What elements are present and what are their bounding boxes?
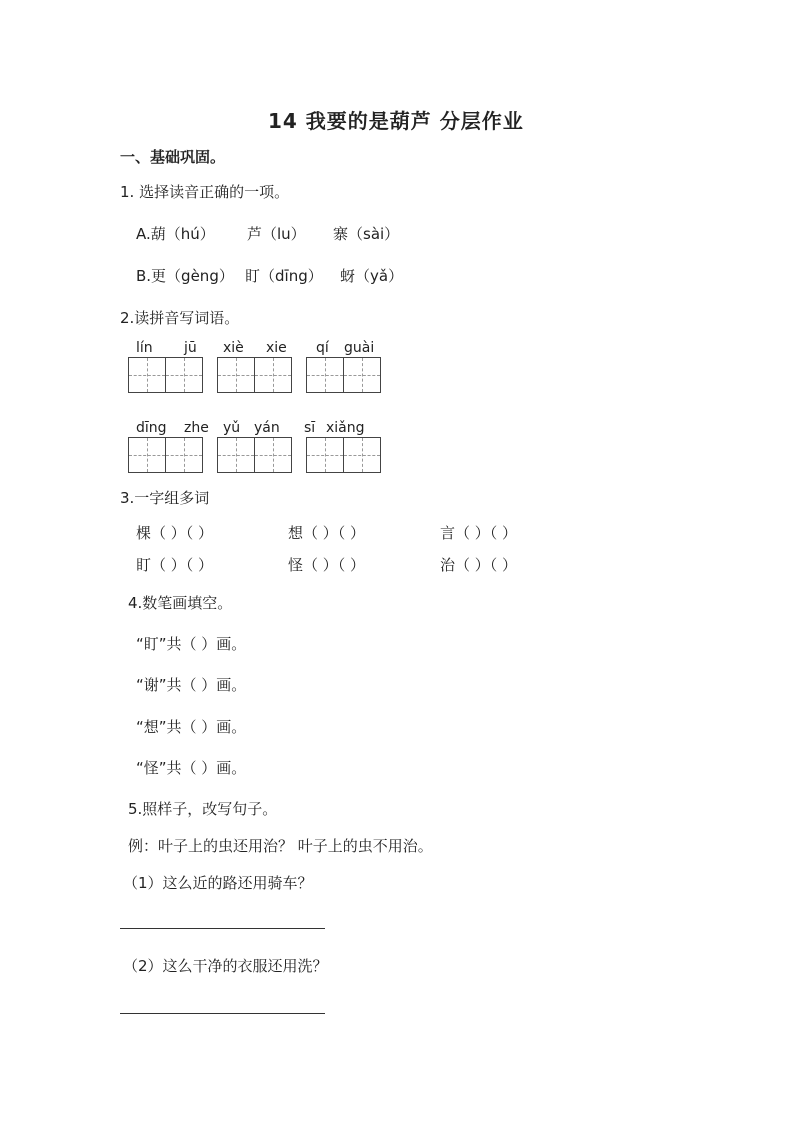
option-a-item-1: A.葫（hú） [136,225,215,243]
pinyin: zhe [184,420,209,436]
page-title: 14 我要的是葫芦 分层作业 [268,109,524,133]
pinyin: xie [266,340,287,356]
word-group-item: 治（ ）（ ） [440,556,518,574]
pinyin: lín [136,340,153,356]
section-heading: 一、基础巩固。 [120,148,226,166]
pinyin: yǔ [223,420,241,436]
stroke-count-item: “谢”共（ ）画。 [136,676,247,694]
answer-line-1[interactable] [120,928,325,929]
question-5-prompt: 5.照样子，改写句子。 [128,800,278,818]
pinyin: guài [344,340,375,356]
question-1-prompt: 1. 选择读音正确的一项。 [120,183,290,201]
option-a-item-2: 芦（lu） [247,225,306,243]
option-a-item-3: 寨（sài） [333,225,400,243]
question-4-prompt: 4.数笔画填空。 [128,594,233,612]
word-group-item: 棵（ ）（ ） [136,524,214,542]
option-b-item-2: 盯（dīng） [245,267,323,285]
example-sentence: 例：叶子上的虫还用治？ 叶子上的虫不用治。 [128,837,433,855]
word-group-item: 言（ ）（ ） [440,524,518,542]
writing-grid[interactable] [128,437,202,473]
question-3-prompt: 3.一字组多词 [120,489,210,507]
pinyin: yán [254,420,280,436]
writing-grid[interactable] [217,357,291,393]
pinyin: jū [184,340,197,356]
pinyin: xiǎng [326,420,365,436]
word-group-item: 怪（ ）（ ） [288,556,366,574]
pinyin: sī [304,420,316,436]
question-2-prompt: 2.读拼音写词语。 [120,309,240,327]
option-b-item-3: 蚜（yǎ） [340,267,404,285]
pinyin: dīng [136,420,167,436]
pinyin: qí [316,340,329,356]
word-group-item: 盯（ ）（ ） [136,556,214,574]
writing-grid[interactable] [306,357,380,393]
writing-grid[interactable] [217,437,291,473]
writing-grid[interactable] [306,437,380,473]
stroke-count-item: “想”共（ ）画。 [136,718,247,736]
rewrite-item-1: （1）这么近的路还用骑车？ [123,874,313,892]
stroke-count-item: “盯”共（ ）画。 [136,635,247,653]
pinyin: xiè [223,340,244,356]
writing-grid[interactable] [128,357,202,393]
option-b-item-1: B.更（gèng） [136,267,234,285]
answer-line-2[interactable] [120,1013,325,1014]
word-group-item: 想（ ）（ ） [288,524,366,542]
stroke-count-item: “怪”共（ ）画。 [136,759,247,777]
rewrite-item-2: （2）这么干净的衣服还用洗？ [123,957,328,975]
